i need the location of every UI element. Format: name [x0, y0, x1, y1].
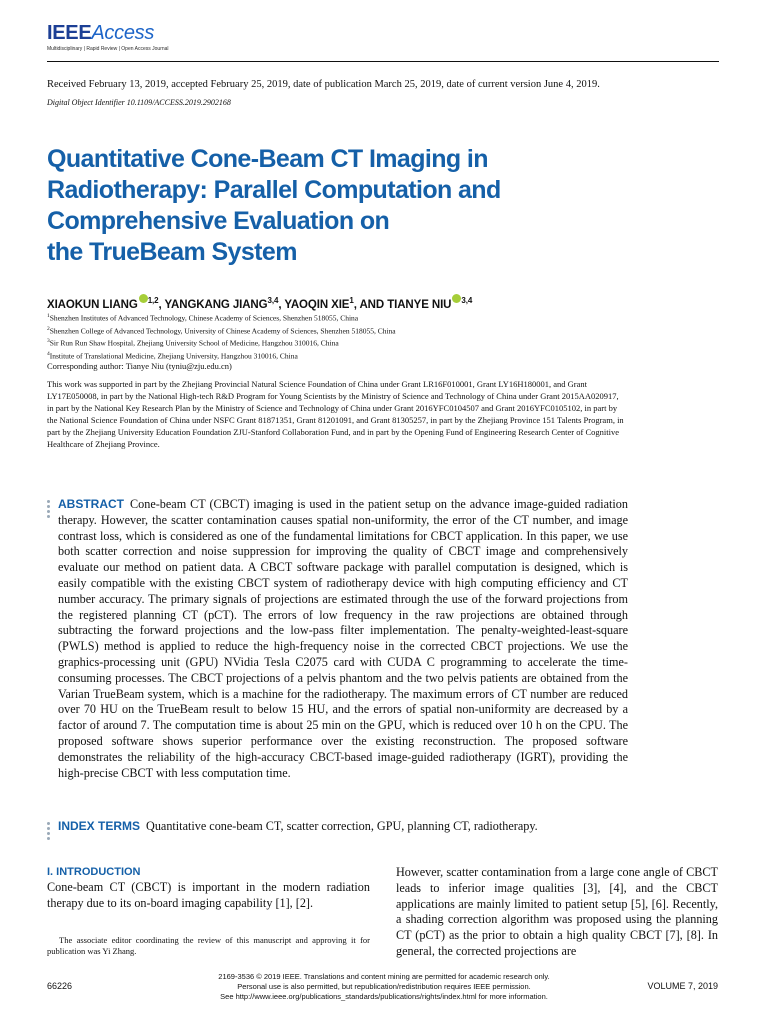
author-name: XIAOKUN LIANG	[47, 299, 138, 311]
section-heading: I. INTRODUCTION	[47, 866, 141, 878]
affiliation-number: 2	[47, 325, 50, 332]
author-separator: ,	[278, 299, 285, 311]
affiliation-number: 3	[47, 338, 50, 345]
affiliation-text: Institute of Translational Medicine, Zhejiang University, Hangzhou 310016, China	[49, 351, 298, 361]
editor-footnote: The associate editor coordinating the review of this manuscript and approving it for publication was Yi Zhang.	[47, 935, 370, 956]
index-terms-dots-icon	[47, 822, 51, 842]
copyright-notice	[190, 972, 578, 1001]
title-line: Comprehensive Evaluation on	[47, 207, 390, 235]
corresponding-author: Corresponding author: Tianye Niu (tyniu@zju.edu.cn)	[47, 361, 232, 371]
copyright-line: 2169-3536 © 2019 IEEE. Translations and content mining are permitted for academic research only.	[218, 972, 550, 981]
affiliation-number: 1	[47, 313, 50, 319]
orcid-icon[interactable]	[139, 294, 148, 303]
author-list	[47, 294, 472, 311]
affiliation-text: Sir Run Run Shaw Hospital, Zhejiang University School of Medicine, Hangzhou 310016, China	[49, 338, 339, 348]
affiliation-text: Shenzhen Institutes of Advanced Technology, Chinese Academy of Sciences, Shenzhen 518055, China	[49, 313, 359, 323]
author-affil-sup: 1	[349, 296, 354, 306]
paper-title	[47, 144, 587, 268]
abstract-dots-icon	[47, 500, 51, 520]
affiliation	[47, 336, 396, 349]
author-name: TIANYE NIU	[387, 299, 452, 311]
author-name: YAOQIN XIE	[284, 299, 350, 311]
title-line: the TrueBeam System	[47, 238, 297, 266]
title-line: Quantitative Cone-Beam CT Imaging in	[47, 145, 488, 173]
page-number: 66226	[47, 981, 73, 991]
author-separator: ,	[158, 299, 165, 311]
affiliation-list	[47, 311, 396, 362]
copyright-line[interactable]: See http://www.ieee.org/publications_standards/publications/rights/index.html for more information.	[220, 991, 548, 1001]
affiliation	[47, 324, 396, 337]
title-line: Radiotherapy: Parallel Computation and	[47, 176, 501, 204]
affiliation-number: 4	[47, 351, 50, 358]
header-divider	[47, 61, 719, 62]
affiliation-text: Shenzhen College of Advanced Technology, University of Chinese Academy of Sciences, Shenzhen 518055, China	[49, 326, 396, 336]
logo-tagline: Multidisciplinary | Rapid Review | Open Access Journal	[47, 46, 169, 52]
affiliation	[47, 349, 396, 362]
funding-statement: This work was supported in part by the Zhejiang Provincial Natural Science Foundation of China under Grant LR16F010001, Grant LY16H180001, and Grant LY17E050008, in part by the National High-tech R&D Program for Young Scientists by the Ministry of Science and Technology of China under Grant 2015AA020917, in part by the National Key Research Plan by the Ministry of Science and Technology of China under Grant 2016YFC0104507 and Grant 2016YFC0105102, in part by the National Science Foundation of China under NSFC Grant 81871351, Grant 81201091, and Grant 81305257, in part by the Zhejiang Province 151 Talents Program, in part by the Zhejiang University Education Foundation ZJU-Stanford Collaboration Fund, and in part by the Opening Fund of Engineering Research Center of Cognitive Healthcare of Zhejiang Province.	[47, 379, 624, 449]
index-terms-label: INDEX TERMS	[58, 819, 141, 833]
index-terms	[58, 819, 538, 834]
abstract	[58, 497, 628, 781]
index-terms-text: Quantitative cone-beam CT, scatter correction, GPU, planning CT, radiotherapy.	[146, 819, 538, 833]
logo-access-text: Access	[91, 22, 155, 44]
author-affil-sup: 3,4	[461, 296, 473, 306]
right-column-paragraph: However, scatter contamination from a large cone angle of CBCT leads to inferior image qualities [3], [4], and the CBCT applications are mainly limited to patient setup [5], [6]. Recently, a shading correction algorithm was proposed using the planning CT (pCT) as the prior to obtain a high quality CBCT [7], [8]. In general, the corrected projections are	[396, 865, 718, 958]
doi-line[interactable]: Digital Object Identifier 10.1109/ACCESS.2019.2902168	[47, 98, 231, 107]
ieee-access-logo	[47, 22, 169, 52]
affiliation	[47, 311, 396, 324]
abstract-label: ABSTRACT	[58, 497, 124, 511]
author-name: YANGKANG JIANG	[164, 299, 268, 311]
abstract-text: Cone-beam CT (CBCT) imaging is used in the patient setup on the advance image-guided radiation therapy. However, the scatter contamination causes spatial non-uniformity, the error of the CT number, and image contrast loss, which is considered as one of the fundamental limitations for CBCT application. In this paper, we use both scatter correction and noise suppression for improving the quality of CBCT image and comprehensively evaluate our method on patient data. A CBCT software package with parallel computation is designed, which is easily compatible with the existing CBCT system of radiotherapy device with high computing efficiency and CT number accuracy. The primary signals of projections are estimated through the use of the forward projections from the registered planning CT (pCT). The errors of low frequency in the raw projections are obtained through subtracting the forward projections and the low-pass filter implementation. The penalty-weighted-least-square (PWLS) method is applied to reduce the high-frequency noise in the corrected CBCT projections. We use the graphics-processing unit (GPU) NVidia Tesla C2075 card with CUDA C programming to accelerate the time-consuming processes. The CBCT projections of a pelvis phantom and the two pelvis patients are obtained from the Varian TrueBeam system, which is a machine for the radiotherapy. The maximum errors of CT number are reduced over 70 HU on the TrueBeam result to below 15 HU, and the errors of spatial non-uniformity are decreased by a factor of around 7. The computation time is about 25 min on the GPU, which is reduced over 10 h on the CPU. The proposed software shows superior performance over the existing reconstruction. The proposed software demonstrates the reliability of the high-accuracy CBCT-based image-guided radiotherapy (IGRT), providing the high-precise CBCT with less computation time.	[58, 497, 628, 780]
volume-info: VOLUME 7, 2019	[647, 981, 718, 991]
received-dates: Received February 13, 2019, accepted February 25, 2019, date of publication March 25, 2019, date of current version June 4, 2019.	[47, 79, 600, 90]
author-affil-sup: 3,4	[267, 296, 279, 306]
author-separator: , AND	[353, 299, 388, 311]
author-affil-sup: 1,2	[147, 296, 159, 306]
copyright-line: Personal use is also permitted, but republication/redistribution requires IEEE permission.	[237, 981, 531, 991]
intro-paragraph: Cone-beam CT (CBCT) is important in the modern radiation therapy due to its on-board imaging capability [1], [2].	[47, 880, 370, 910]
logo-ieee-text: IEEE	[47, 22, 92, 44]
